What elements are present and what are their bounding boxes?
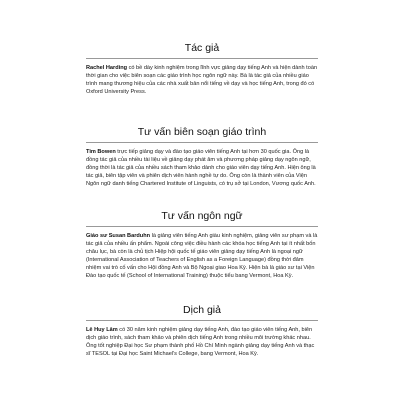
translator-section (86, 304, 318, 358)
section-divider (86, 226, 318, 227)
section-paragraph (86, 326, 318, 358)
section-heading: Dịch giả (183, 304, 221, 316)
person-bio: là giảng viên tiếng Anh giàu kinh nghiệm, giảng viên sư phạm và là tác giả của nhiều ấn phẩm. Ngoài công việc điều hành các khóa học tiếng Anh tại ít nhất bốn châu lục, bà còn là chủ tịch Hiệp hội quốc tế giáo viên giảng dạy tiếng Anh là ngoại ngữ (International Association of Teachers of English as a Foreign Language) đồng thời đảm nhiệm vai trò cố vấn cho Hội đồng Anh và Bộ Ngoại giao Hoa Kỳ. Hiện bà là giáo sư tại Viện Đào tạo quốc tế (School of International Training) thuộc tiểu bang Vermont, Hoa Kỳ. (86, 233, 318, 280)
section-paragraph (86, 148, 318, 188)
person-bio: trực tiếp giảng dạy và đào tạo giáo viên tiếng Anh tại hơn 30 quốc gia. Ông là đồng tác giả của nhiều tài liệu về giảng dạy phát âm và phương pháp giảng dạy ngôn ngữ, đồng thời là tác giả của nhiều sách tham khảo dành cho giáo viên dạy tiếng Anh. Hiện ông là tác giả, biên tập viên và phiên dịch viên hành nghề tự do. Ông còn là thành viên của Viện Ngôn ngữ danh tiếng Chartered Institute of Linguists, có trụ sở tại London, Vương quốc Anh. (86, 149, 316, 188)
section-heading: Tác giả (184, 42, 220, 54)
section-divider (86, 58, 318, 59)
person-name: Rachel Harding (86, 65, 128, 71)
section-divider (86, 142, 318, 143)
person-name: Tim Bowen (86, 149, 116, 155)
person-bio: có 30 năm kinh nghiệm giảng dạy tiếng Anh, đào tạo giáo viên tiếng Anh, biên dịch giáo trình, sách tham khảo và phiên dịch tiếng Anh trong nhiều môi trường khác nhau. Ông tốt nghiệp Đại học Sư phạm thành phố Hồ Chí Minh ngành giảng dạy tiếng Anh và thạc sĩ TESOL tại Đại học Saint Michael's College, bang Vermont, Hoa Kỳ. (86, 327, 315, 358)
person-name: Lê Huy Lâm (86, 327, 118, 333)
section-heading: Tư vấn ngôn ngữ (161, 210, 243, 222)
section-paragraph (86, 232, 318, 280)
person-bio: có bề dày kinh nghiệm trong lĩnh vực giảng dạy tiếng Anh và hiện dành toàn thời gian cho việc biên soạn các giáo trình học ngôn ngữ này. Bà là tác giả của nhiều giáo trình mang thương hiệu của các nhà xuất bản nổi tiếng về dạy và học tiếng Anh, trong đó có Oxford University Press. (86, 65, 318, 96)
language-consultant-section (86, 210, 318, 280)
section-divider (86, 320, 318, 321)
section-paragraph (86, 64, 318, 96)
curriculum-consultant-section (86, 126, 318, 188)
person-name: Giáo sư Susan Barduhn (86, 233, 151, 239)
author-section (86, 42, 318, 96)
section-heading: Tư vấn biên soạn giáo trình (137, 126, 267, 138)
